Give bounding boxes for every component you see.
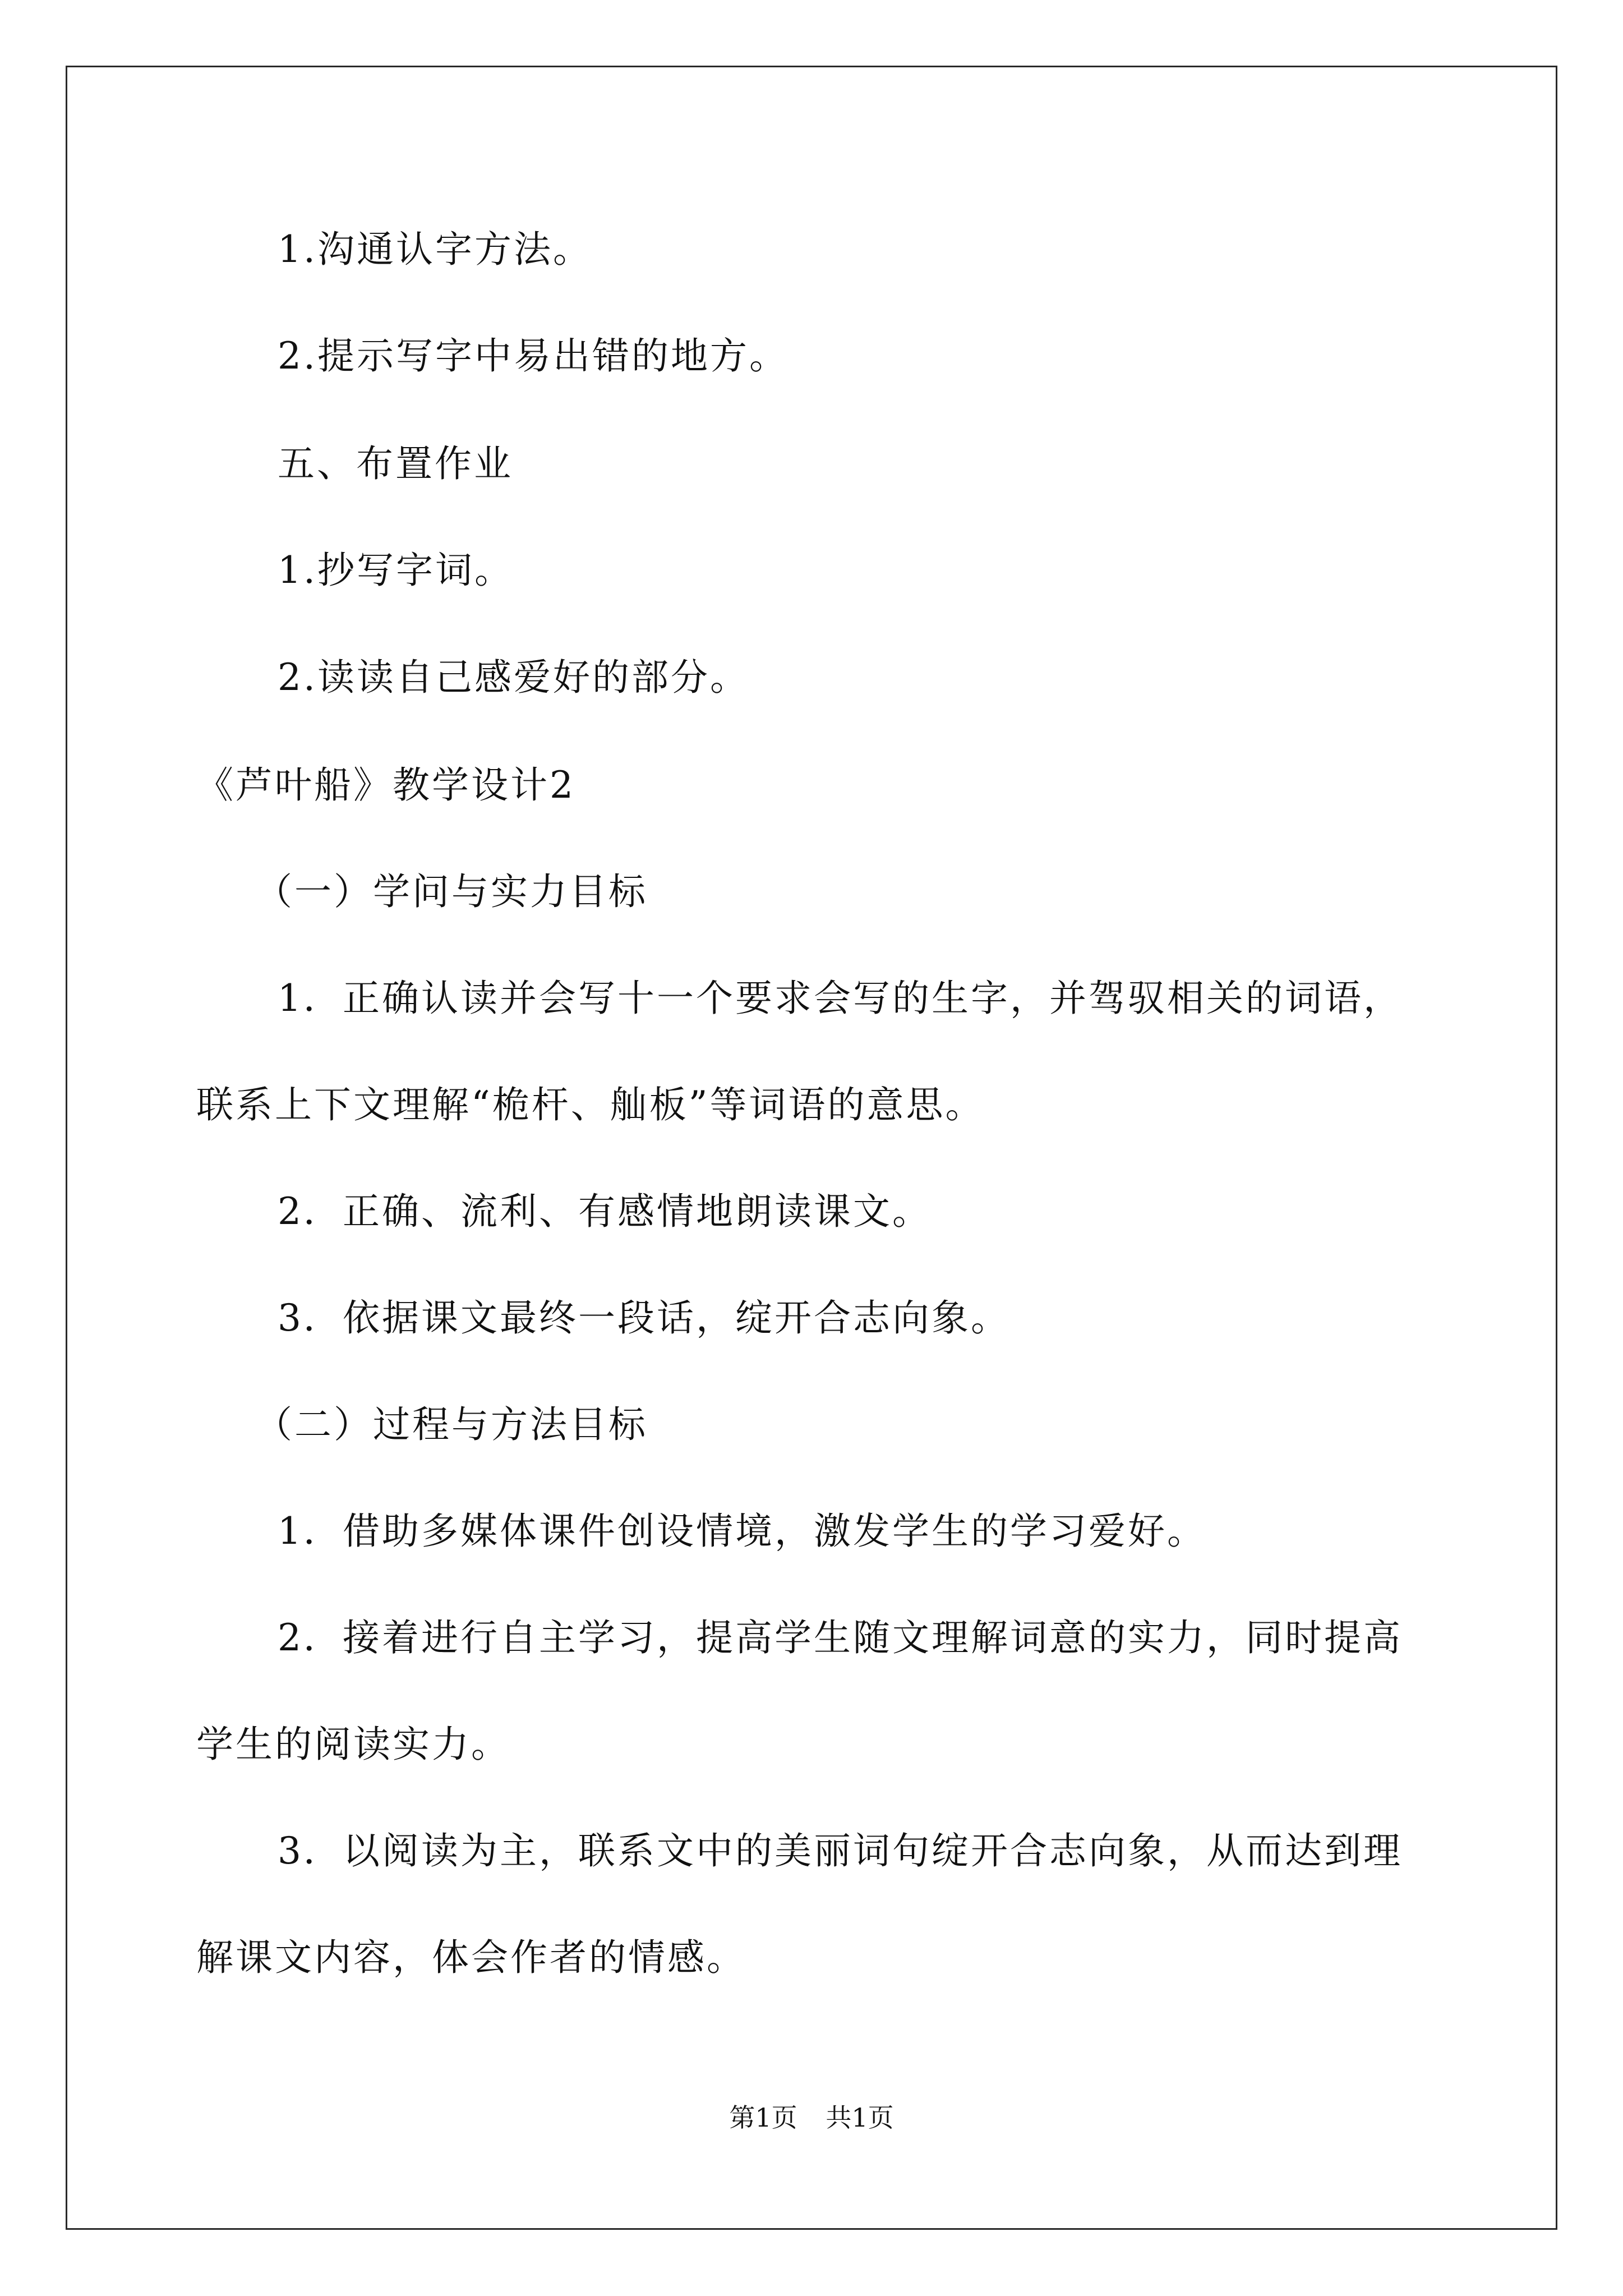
paragraph-line: 1．借助多媒体课件创设情境，激发学生的学习爱好。 [278,1510,1206,1553]
paragraph-line: 2．正确、流利、有感情地朗读课文。 [278,1190,932,1233]
paragraph-line: 2．接着进行自主学习，提高学生随文理解词意的实力，同时提高 [278,1616,1403,1659]
paragraph-line: 1.沟通认字方法。 [278,228,592,271]
page-footer [0,2101,1623,2134]
paragraph-line: 学生的阅读实力。 [196,1723,510,1766]
page-number-total: 共1页 [826,2102,894,2133]
paragraph-line: 解课文内容，体会作者的情感。 [196,1936,746,1979]
paragraph-line: 3．以阅读为主，联系文中的美丽词句绽开合志向象，从而达到理 [278,1829,1403,1872]
paragraph-line: 2.读读自己感爱好的部分。 [278,656,749,699]
section-heading: 五、布置作业 [278,442,513,485]
paragraph-line: 1.抄写字词。 [278,549,514,592]
paragraph-line: 联系上下文理解“桅杆、舢板”等词语的意思。 [196,1083,985,1126]
page-border [66,66,1557,2230]
document-title: 《芦叶船》教学设计2 [196,763,575,807]
page-number-current: 第1页 [729,2102,797,2133]
section-heading: （一）学问与实力目标 [255,870,648,913]
paragraph-line: 1．正确认读并会写十一个要求会写的生字，并驾驭相关的词语， [278,977,1403,1020]
paragraph-line: 3．依据课文最终一段话，绽开合志向象。 [278,1296,1010,1340]
paragraph-line: 2.提示写字中易出错的地方。 [278,334,789,378]
section-heading: （二）过程与方法目标 [255,1403,648,1446]
